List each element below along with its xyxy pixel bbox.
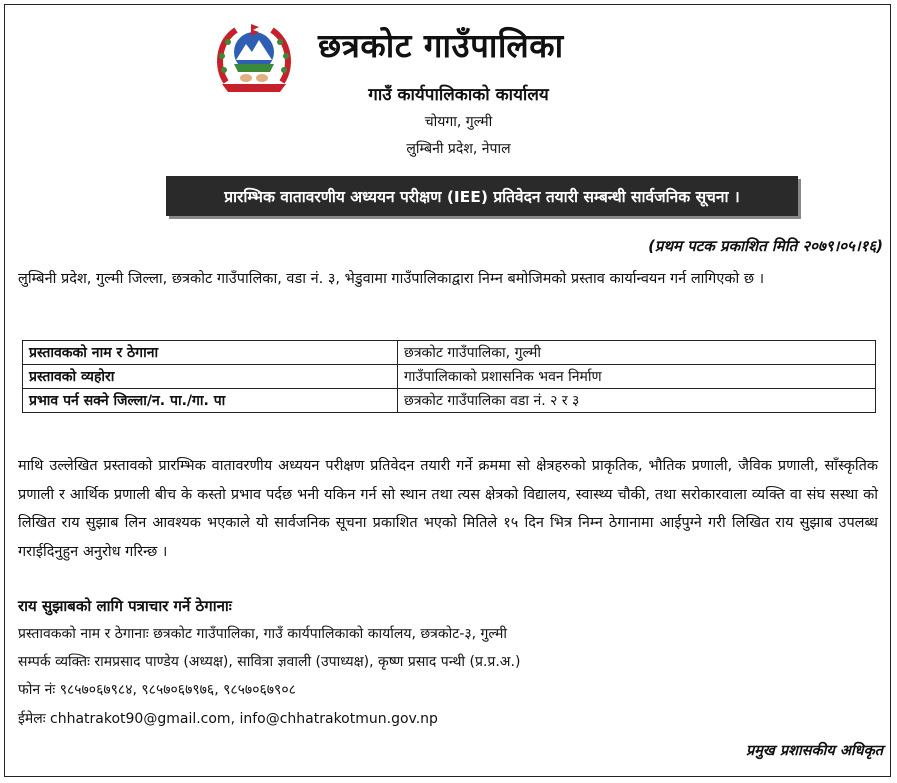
proposal-info-table (22, 340, 876, 413)
contact-proposer: प्रस्तावकको नाम र ठेगानाः छत्रकोट गाउँपालिका, गाउँ कार्यपालिकाको कार्यालय, छत्रकोट-३, गुल्मी (18, 626, 508, 642)
contact-persons: सम्पर्क व्यक्तिः रामप्रसाद पाण्डेय (अध्यक्ष), सावित्रा ज्ञवाली (उपाध्यक्ष), कृष्ण प्रसाद पन्थी (प्र.प्र.अ.) (18, 654, 521, 670)
table-label: प्रभाव पर्न सक्ने जिल्ला/न. पा./गा. पा (23, 389, 398, 413)
signature: प्रमुख प्रशासकीय अधिकृत (746, 743, 883, 759)
table-value: छत्रकोट गाउँपालिका वडा नं. २ र ३ (398, 389, 876, 413)
org-name: छत्रकोट गाउँपालिका (318, 26, 564, 65)
office-name: गाउँ कार्यपालिकाको कार्यालय (368, 85, 549, 105)
notice-title-banner (166, 176, 798, 216)
publication-date: (प्रथम पटक प्रकाशित मिति २०७९।०५।१६) (648, 237, 883, 255)
table-value: गाउँपालिकाको प्रशासनिक भवन निर्माण (398, 365, 876, 389)
body-paragraph: माथि उल्लेखित प्रस्तावको प्रारम्भिक वातावरणीय अध्ययन परीक्षण प्रतिवेदन तयारी गर्ने क्रममा सो क्षेत्रहरुको प्राकृतिक, भौतिक प्रणाली, जैविक प्रणाली, साँस्कृतिक प्रणाली र आर्थिक प्रणाली बीच के कस्तो प्रभाव पर्दछ भनी यकिन गर्न सो स्थान तथा त्यस क्षेत्रको विद्यालय, स्वास्थ्य चौकी, तथा सरोकारवाला व्यक्ति वा संघ सस्था को लिखित राय सुझाब लिन आवश्यक भएकाले यो सार्वजनिक सूचना प्रकाशित भएको मितिले १५ दिन भित्र निम्न ठेगानामा आईपुग्ने गरी लिखित राय सुझाब उपलब्ध गराईदिनुहुन अनुरोध गरिन्छ । (18, 458, 878, 560)
table-label: प्रस्तावकको नाम र ठेगाना (23, 341, 398, 365)
intro-paragraph: लुम्बिनी प्रदेश, गुल्मी जिल्ला, छत्रकोट गाउँपालिका, वडा नं. ३, भेडुवामा गाउँपालिकाद्वारा निम्न बमोजिमको प्रस्ताव कार्यान्वयन गर्न लागिएको छ । (18, 271, 765, 287)
table-value: छत्रकोट गाउँपालिका, गुल्मी (398, 341, 876, 365)
table-row (23, 389, 876, 413)
table-row (23, 365, 876, 389)
contact-email[interactable]: ईमेलः chhatrakot90@gmail.com, info@chhatrakotmun.gov.np (18, 711, 438, 727)
contact-heading: राय सुझाबको लागि पत्राचार गर्ने ठेगानाः (18, 597, 232, 615)
address-line-1: चोयगा, गुल्मी (424, 114, 493, 130)
notice-title: प्रारम्भिक वातावरणीय अध्ययन परीक्षण (IEE) प्रतिवेदन तयारी सम्बन्धी सार्वजनिक सूचना । (224, 188, 740, 206)
table-label: प्रस्तावको व्यहोरा (23, 365, 398, 389)
table-row (23, 341, 876, 365)
contact-phone: फोन नंः ९८५७०६७९८४, ९८५७०६७९७६, ९८५७०६७९०८ (18, 682, 296, 698)
address-line-2: लुम्बिनी प्रदेश, नेपाल (406, 141, 511, 157)
